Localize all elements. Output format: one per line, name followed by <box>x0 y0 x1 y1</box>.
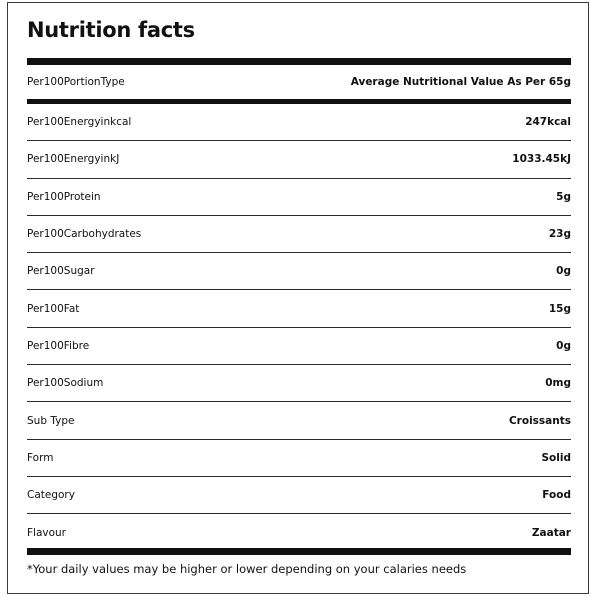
table-row <box>27 477 571 514</box>
row-label: Per100Carbohydrates <box>27 228 142 241</box>
table-row <box>27 253 571 290</box>
row-label: Form <box>27 451 54 464</box>
table-row <box>27 179 571 216</box>
table-row <box>27 365 571 402</box>
row-label: Per100Protein <box>27 190 101 203</box>
table-row <box>27 104 571 141</box>
row-label: Per100Sugar <box>27 265 95 278</box>
table-row <box>27 216 571 253</box>
footnote: *Your daily values may be higher or lower depending on your calaries needs <box>27 562 467 576</box>
row-label: Flavour <box>27 526 67 539</box>
table-row <box>27 290 571 327</box>
row-value: 0g <box>556 339 571 352</box>
table-row <box>27 141 571 178</box>
row-value: 1033.45kJ <box>512 153 571 166</box>
bottom-divider <box>27 548 571 555</box>
nutrient-table <box>27 104 571 552</box>
portion-type-label: Per100PortionType <box>27 76 125 88</box>
table-row <box>27 328 571 365</box>
table-row <box>27 440 571 477</box>
top-divider <box>27 58 571 65</box>
row-value: 5g <box>556 190 571 203</box>
row-value: 23g <box>548 228 571 241</box>
panel-title: Nutrition facts <box>27 18 195 42</box>
row-label: Per100Fibre <box>27 339 90 352</box>
row-value: Zaatar <box>531 526 571 539</box>
row-value: 0g <box>556 265 571 278</box>
table-row <box>27 514 571 551</box>
table-row <box>27 402 571 439</box>
row-value: 0mg <box>545 377 571 390</box>
row-value: Croissants <box>508 414 571 427</box>
row-label: Per100Sodium <box>27 377 104 390</box>
row-label: Sub Type <box>27 414 75 427</box>
row-label: Per100Fat <box>27 302 80 315</box>
row-label: Per100EnergyinkJ <box>27 153 120 166</box>
portion-type-row <box>27 65 571 99</box>
row-label: Category <box>27 489 75 502</box>
portion-type-value: Average Nutritional Value As Per 65g <box>350 76 571 88</box>
row-value: Food <box>542 489 571 502</box>
row-value: 15g <box>548 302 571 315</box>
row-value: 247kcal <box>525 116 571 129</box>
row-value: Solid <box>541 451 571 464</box>
row-label: Per100Energyinkcal <box>27 116 132 129</box>
